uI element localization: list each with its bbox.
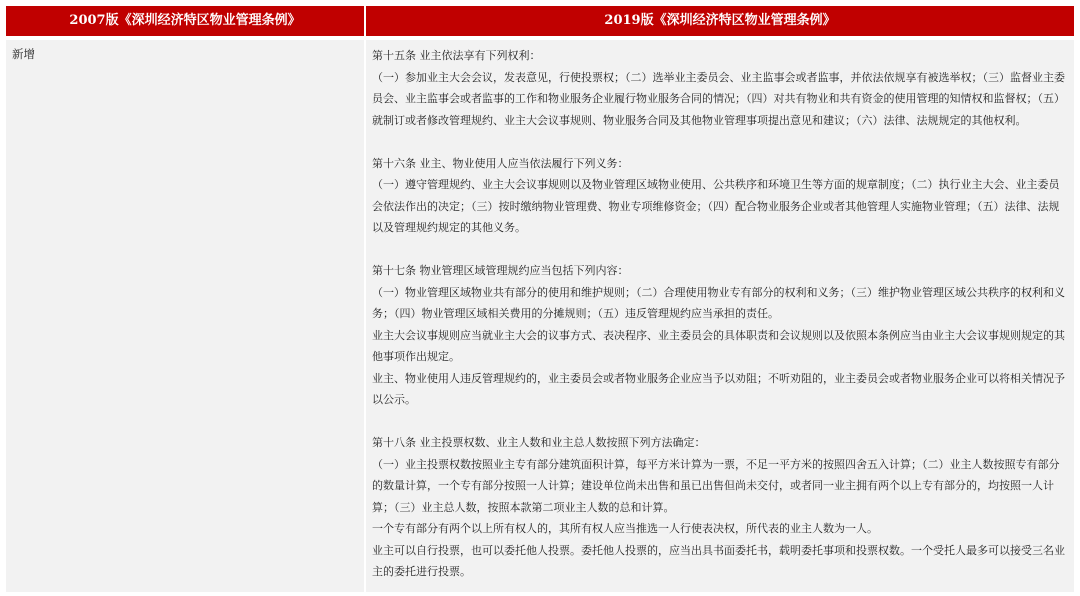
spacer (372, 411, 1068, 433)
article-16-body: （一）遵守管理规约、业主大会议事规则以及物业管理区域物业使用、公共秩序和环境卫生等方面的规章制度；（二）执行业主大会、业主委员会依法作出的决定；（三）按时缴纳物业管理费、物业专项维修资金；（四）配合物业服务企业或者其他管理人实施物业管理；（五）法律、法规以及管理规约规定的其他义务。 (372, 178, 1060, 234)
header-2007-version: 2007版《深圳经济特区物业管理条例》 (6, 6, 364, 36)
cell-2007 (6, 40, 364, 592)
spacer (372, 239, 1068, 261)
table-row (6, 40, 1074, 592)
article-18-body-3: 业主可以自行投票，也可以委托他人投票。委托他人投票的，应当出具书面委托书，载明委托事项和投票权数。一个受托人最多可以接受三名业主的委托进行投票。 (372, 543, 1065, 578)
article-17-body-3: 业主、物业使用人违反管理规约的，业主委员会或者物业服务企业应当予以劝阻；不听劝阻的，业主委员会或者物业服务企业可以将相关情况予以公示。 (372, 371, 1065, 406)
table-header (6, 6, 1074, 36)
article-17-body-2: 业主大会议事规则应当就业主大会的议事方式、表决程序、业主委员会的具体职责和会议规则以及依照本条例应当由业主大会议事规则规定的其他事项作出规定。 (372, 328, 1065, 363)
article-15-title: 第十五条 业主依法享有下列权利： (372, 49, 541, 62)
article-15-body: （一）参加业主大会会议，发表意见，行使投票权；（二）选举业主委员会、业主监事会或者监事，并依法依规享有被选举权；（三）监督业主委员会、业主监事会或者监事的工作和物业服务企业履行物业服务合同的情况；（四）对共有物业和共有资金的使用管理的知情权和监督权；（五）就制订或者修改管理规约、业主大会议事规则、物业服务合同及其他物业管理事项提出意见和建议；（六）法律、法规规定的其他权利。 (372, 70, 1065, 127)
spacer (372, 131, 1068, 153)
status-label: 新增 (12, 47, 35, 61)
article-17-title: 第十七条 物业管理区域管理规约应当包括下列内容： (372, 264, 629, 277)
article-16-title: 第十六条 业主、物业使用人应当依法履行下列义务： (372, 156, 629, 170)
header-2019-version: 2019版《深圳经济特区物业管理条例》 (366, 6, 1074, 36)
article-17-body-1: （一）物业管理区域物业共有部分的使用和维护规则；（二）合理使用物业专有部分的权利和义务；（三）维护物业管理区域公共秩序的权利和义务；（四）物业管理区域相关费用的分摊规则；（五）违反管理规约应当承担的责任。 (372, 285, 1065, 320)
article-18-body-2: 一个专有部分有两个以上所有权人的，其所有权人应当推选一人行使表决权，所代表的业主人数为一人。 (372, 522, 878, 535)
article-18-title: 第十八条 业主投票权数、业主人数和业主总人数按照下列方法确定： (372, 436, 706, 449)
article-18-body-1: （一）业主投票权数按照业主专有部分建筑面积计算，每平方米计算为一票，不足一平方米的按照四舍五入计算；（二）业主人数按照专有部分的数量计算，一个专有部分按照一人计算；建设单位尚未出售和虽已出售但尚未交付，或者同一业主拥有两个以上专有部分的，均按照一人计算；（三）业主总人数，按照本款第二项业主人数的总和计算。 (372, 457, 1060, 514)
comparison-table (6, 6, 1074, 590)
cell-2019 (366, 40, 1074, 592)
